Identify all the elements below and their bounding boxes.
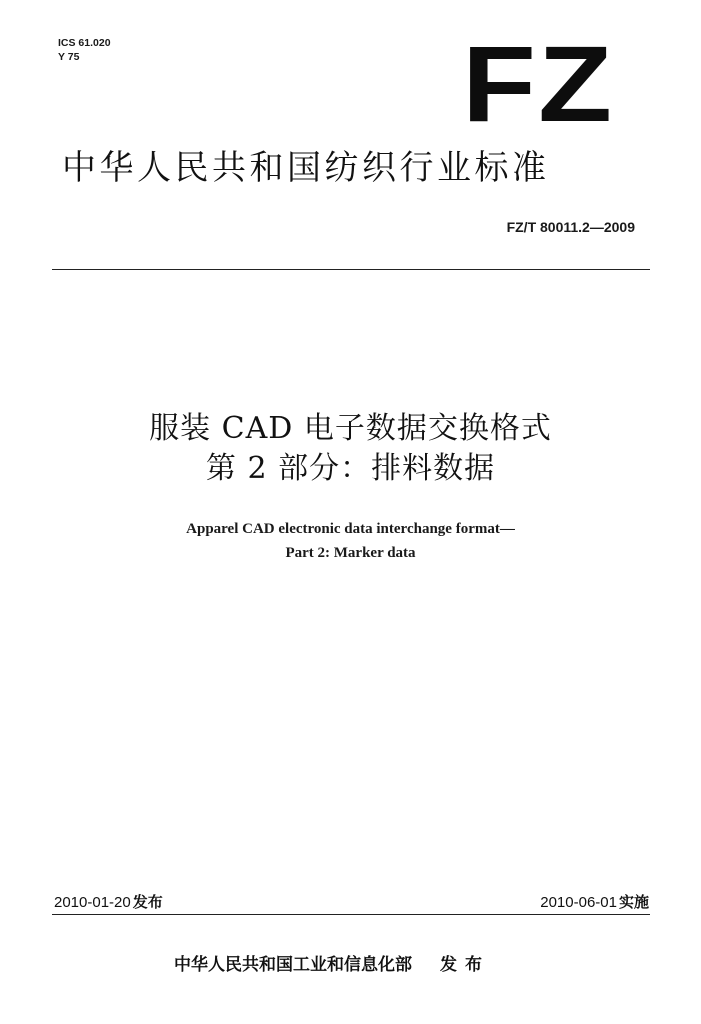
publisher-block: [174, 953, 490, 977]
issue-date: 2010-01-20: [54, 894, 131, 911]
title-chinese-line-1: 服装 CAD 电子数据交换格式: [149, 411, 552, 446]
standard-number: FZ/T 80011.2—2009: [506, 219, 635, 235]
issue-date-block: [54, 892, 163, 913]
publisher-name: 中华人民共和国工业和信息化部: [174, 955, 412, 975]
footer-divider: [52, 914, 650, 915]
title-english-line-2: Part 2: Marker data: [285, 545, 416, 561]
ics-code: ICS 61.020: [58, 37, 111, 49]
title-chinese-line-2: 第 2 部分：排料数据: [205, 451, 496, 486]
header-divider: [52, 269, 650, 270]
title-english-line-1: Apparel CAD electronic data interchange format—: [186, 521, 515, 537]
publisher-action: 发布: [440, 955, 490, 975]
issue-date-label: 发布: [132, 893, 163, 911]
effective-date-block: [540, 892, 649, 913]
effective-date: 2010-06-01: [540, 894, 617, 911]
effective-date-label: 实施: [618, 893, 649, 911]
industry-logo: FZ: [462, 23, 615, 144]
ccs-code: Y 75: [58, 51, 80, 63]
issuing-body-title: 中华人民共和国纺织行业标准: [62, 148, 550, 188]
classification-codes: [58, 36, 111, 64]
